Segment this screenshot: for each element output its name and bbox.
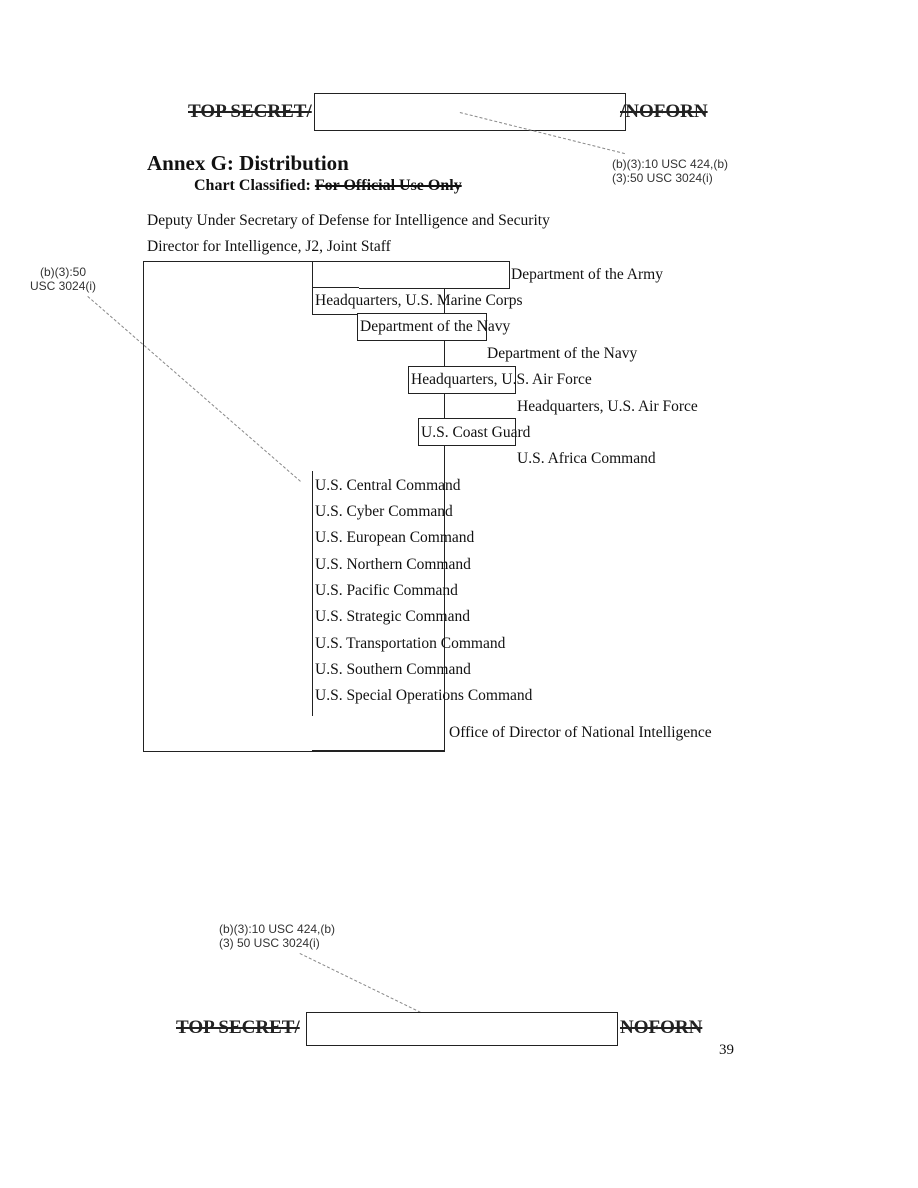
entry-special-operations-command: U.S. Special Operations Command [315, 687, 533, 704]
top-exemption-line-2: (3):50 USC 3024(i) [612, 171, 713, 185]
entry-central-command: U.S. Central Command [315, 477, 461, 494]
entry-northern-command: U.S. Northern Command [315, 556, 471, 573]
entry-department-of-the-navy-1: Department of the Navy [360, 318, 511, 335]
footer-classification-left: TOP SECRET/ [176, 1017, 300, 1038]
side-exemption-line-1: (b)(3):50 [40, 265, 87, 279]
entry-odni: Office of Director of National Intelligence [449, 724, 712, 741]
entry-european-command: U.S. European Command [315, 529, 475, 546]
side-exemption-note [30, 265, 96, 293]
entry-hq-air-force-1: Headquarters, U.S. Air Force [411, 371, 592, 388]
top-exemption-line-1: (b)(3):10 USC 424,(b) [612, 157, 729, 171]
side-exemption-line-2: USC 3024(i) [30, 279, 97, 293]
footer-classification-right: NOFORN [620, 1017, 703, 1038]
entry-pacific-command: U.S. Pacific Command [315, 582, 458, 599]
entry-coast-guard: U.S. Coast Guard [421, 424, 531, 441]
redaction-box-odni [312, 716, 445, 751]
entry-southern-command: U.S. Southern Command [315, 661, 471, 678]
distribution-line-j2: Director for Intelligence, J2, Joint Staff [147, 238, 391, 255]
header-classification-left: TOP SECRET/ [188, 101, 312, 122]
header-redaction-box [314, 93, 626, 131]
entry-transportation-command: U.S. Transportation Command [315, 635, 506, 652]
footer-redaction-box [306, 1012, 618, 1046]
entry-cyber-command: U.S. Cyber Command [315, 503, 453, 520]
chart-classification [194, 177, 462, 195]
entry-strategic-command: U.S. Strategic Command [315, 608, 470, 625]
top-exemption-note [612, 157, 728, 185]
redaction-bracket-commands [312, 471, 313, 716]
bottom-exemption-note [219, 922, 335, 950]
bottom-exemption-line-2: (3) 50 USC 3024(i) [219, 936, 320, 950]
page-number: 39 [719, 1042, 734, 1058]
bottom-exemption-line-1: (b)(3):10 USC 424,(b) [219, 922, 336, 936]
entry-africa-command: U.S. Africa Command [517, 450, 656, 467]
entry-department-of-the-navy-2: Department of the Navy [487, 345, 638, 362]
header-classification-right: /NOFORN [620, 101, 708, 122]
redaction-box-army [312, 261, 510, 289]
entry-hq-marine-corps: Headquarters, U.S. Marine Corps [315, 292, 523, 309]
entry-department-of-the-army: Department of the Army [511, 266, 663, 283]
distribution-line-dusd: Deputy Under Secretary of Defense for Intelligence and Security [147, 212, 550, 229]
entry-hq-air-force-2: Headquarters, U.S. Air Force [517, 398, 698, 415]
chart-classified-value: For Official Use Only [314, 177, 462, 194]
annex-title: Annex G: Distribution [147, 151, 349, 175]
chart-classified-label: Chart Classified: [194, 177, 311, 194]
